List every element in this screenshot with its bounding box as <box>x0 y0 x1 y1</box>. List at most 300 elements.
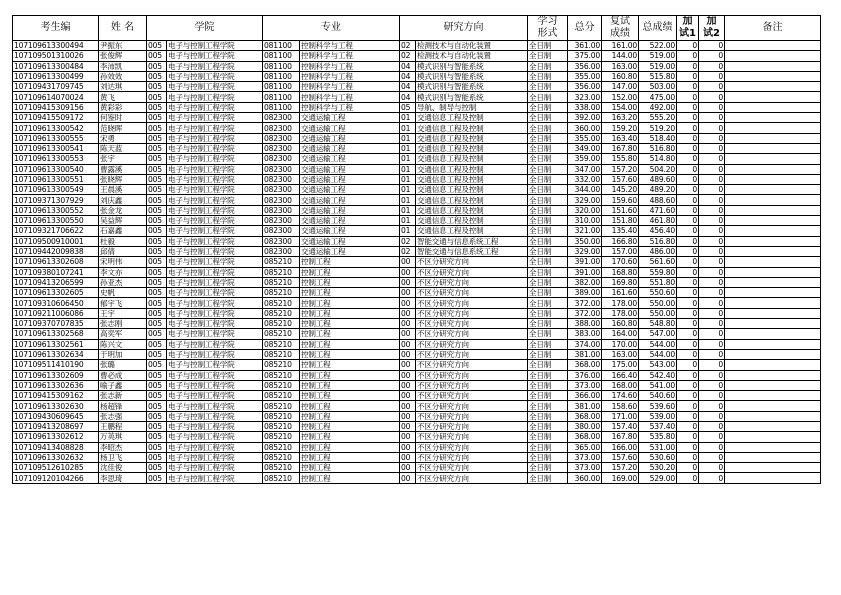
cell-major-code: 085210 <box>263 452 300 462</box>
cell-major-code: 082300 <box>263 133 300 143</box>
cell-college-code: 005 <box>147 411 167 421</box>
cell-retest-score: 158.60 <box>602 401 639 411</box>
cell-note <box>725 41 821 51</box>
table-row <box>13 257 821 267</box>
cell-college-name: 电子与控制工程学院 <box>167 339 263 349</box>
cell-bonus2: 0 <box>699 370 725 380</box>
cell-student-name: 喻子鑫 <box>99 380 147 390</box>
cell-college-name: 电子与控制工程学院 <box>167 463 263 473</box>
cell-college-code: 005 <box>147 113 167 123</box>
table-row <box>13 185 821 195</box>
cell-total-score: 356.00 <box>568 61 602 71</box>
cell-note <box>725 267 821 277</box>
cell-student-id: 107109370707835 <box>13 319 99 329</box>
cell-major-name: 交通运输工程 <box>300 246 400 256</box>
cell-direction-code: 00 <box>400 360 416 370</box>
cell-direction-code: 00 <box>400 463 416 473</box>
cell-college-code: 005 <box>147 41 167 51</box>
cell-student-name: 陈兴文 <box>99 339 147 349</box>
cell-final-score: 539.60 <box>639 401 677 411</box>
cell-direction-name: 不区分研究方向 <box>416 442 528 452</box>
cell-direction-code: 01 <box>400 164 416 174</box>
cell-major-code: 082300 <box>263 185 300 195</box>
cell-final-score: 486.00 <box>639 246 677 256</box>
table-row <box>13 267 821 277</box>
cell-bonus1: 0 <box>677 442 699 452</box>
header-study-form: 学习 形式 <box>528 16 568 41</box>
cell-direction-code: 00 <box>400 401 416 411</box>
header-direction: 研究方向 <box>400 16 528 41</box>
cell-note <box>725 401 821 411</box>
cell-major-name: 控制工程 <box>300 432 400 442</box>
cell-college-name: 电子与控制工程学院 <box>167 41 263 51</box>
cell-direction-name: 交通信息工程及控制 <box>416 205 528 215</box>
cell-retest-score: 145.20 <box>602 185 639 195</box>
cell-study-form: 全日制 <box>528 164 568 174</box>
cell-note <box>725 391 821 401</box>
cell-final-score: 489.20 <box>639 185 677 195</box>
cell-direction-name: 不区分研究方向 <box>416 401 528 411</box>
cell-major-name: 交通运输工程 <box>300 143 400 153</box>
cell-college-name: 电子与控制工程学院 <box>167 267 263 277</box>
cell-student-id: 107109413208697 <box>13 421 99 431</box>
cell-total-score: 389.00 <box>568 288 602 298</box>
cell-college-name: 电子与控制工程学院 <box>167 174 263 184</box>
table-row <box>13 288 821 298</box>
cell-bonus1: 0 <box>677 143 699 153</box>
cell-total-score: 368.00 <box>568 411 602 421</box>
table-row <box>13 195 821 205</box>
cell-direction-name: 交通信息工程及控制 <box>416 133 528 143</box>
cell-direction-code: 04 <box>400 82 416 92</box>
cell-total-score: 329.00 <box>568 246 602 256</box>
cell-direction-name: 检测技术与自动化装置 <box>416 41 528 51</box>
cell-direction-code: 02 <box>400 51 416 61</box>
cell-student-name: 孙亚杰 <box>99 277 147 287</box>
cell-study-form: 全日制 <box>528 391 568 401</box>
cell-note <box>725 92 821 102</box>
cell-student-name: 宋勇 <box>99 133 147 143</box>
cell-direction-name: 不区分研究方向 <box>416 391 528 401</box>
cell-study-form: 全日制 <box>528 71 568 81</box>
cell-college-code: 005 <box>147 226 167 236</box>
header-bonus1: 加 试1 <box>677 16 699 41</box>
cell-major-name: 控制工程 <box>300 277 400 287</box>
cell-bonus1: 0 <box>677 277 699 287</box>
cell-college-name: 电子与控制工程学院 <box>167 71 263 81</box>
cell-student-id: 107109613300542 <box>13 123 99 133</box>
cell-college-name: 电子与控制工程学院 <box>167 298 263 308</box>
cell-direction-code: 01 <box>400 113 416 123</box>
cell-student-name: 张晓辉 <box>99 174 147 184</box>
table-row <box>13 349 821 359</box>
cell-college-name: 电子与控制工程学院 <box>167 205 263 215</box>
cell-student-name: 张宇 <box>99 154 147 164</box>
cell-note <box>725 360 821 370</box>
cell-study-form: 全日制 <box>528 195 568 205</box>
cell-direction-name: 不区分研究方向 <box>416 421 528 431</box>
cell-college-name: 电子与控制工程学院 <box>167 195 263 205</box>
cell-total-score: 329.00 <box>568 195 602 205</box>
cell-bonus2: 0 <box>699 267 725 277</box>
cell-bonus2: 0 <box>699 421 725 431</box>
cell-retest-score: 163.00 <box>602 349 639 359</box>
cell-major-code: 085210 <box>263 298 300 308</box>
cell-final-score: 542.40 <box>639 370 677 380</box>
cell-total-score: 366.00 <box>568 391 602 401</box>
cell-direction-code: 00 <box>400 319 416 329</box>
cell-final-score: 519.00 <box>639 51 677 61</box>
cell-total-score: 361.00 <box>568 41 602 51</box>
cell-bonus2: 0 <box>699 452 725 462</box>
cell-total-score: 360.00 <box>568 473 602 483</box>
table-row <box>13 421 821 431</box>
cell-student-id: 107109430609645 <box>13 411 99 421</box>
cell-study-form: 全日制 <box>528 442 568 452</box>
cell-student-name: 李昭杰 <box>99 442 147 452</box>
table-row <box>13 339 821 349</box>
cell-direction-name: 检测技术与自动化装置 <box>416 51 528 61</box>
cell-bonus2: 0 <box>699 329 725 339</box>
cell-direction-name: 模式识别与智能系统 <box>416 71 528 81</box>
cell-note <box>725 123 821 133</box>
cell-study-form: 全日制 <box>528 92 568 102</box>
cell-study-form: 全日制 <box>528 113 568 123</box>
table-row <box>13 205 821 215</box>
table-row <box>13 391 821 401</box>
cell-student-name: 何鉴时 <box>99 113 147 123</box>
cell-college-name: 电子与控制工程学院 <box>167 246 263 256</box>
cell-direction-name: 交通信息工程及控制 <box>416 174 528 184</box>
cell-bonus1: 0 <box>677 246 699 256</box>
cell-major-name: 控制工程 <box>300 329 400 339</box>
cell-major-code: 082300 <box>263 246 300 256</box>
cell-retest-score: 161.60 <box>602 288 639 298</box>
cell-bonus2: 0 <box>699 463 725 473</box>
cell-total-score: 323.00 <box>568 92 602 102</box>
cell-study-form: 全日制 <box>528 349 568 359</box>
cell-retest-score: 175.00 <box>602 360 639 370</box>
cell-retest-score: 170.00 <box>602 339 639 349</box>
cell-student-name: 张金龙 <box>99 205 147 215</box>
cell-retest-score: 154.00 <box>602 102 639 112</box>
cell-total-score: 374.00 <box>568 339 602 349</box>
cell-direction-code: 01 <box>400 143 416 153</box>
cell-final-score: 550.00 <box>639 298 677 308</box>
cell-major-name: 控制工程 <box>300 463 400 473</box>
cell-note <box>725 195 821 205</box>
cell-note <box>725 308 821 318</box>
cell-bonus2: 0 <box>699 102 725 112</box>
table-row <box>13 411 821 421</box>
cell-direction-code: 01 <box>400 226 416 236</box>
cell-student-id: 107109211006086 <box>13 308 99 318</box>
table-row <box>13 473 821 483</box>
cell-retest-score: 152.00 <box>602 92 639 102</box>
cell-student-id: 107109613300549 <box>13 185 99 195</box>
cell-total-score: 350.00 <box>568 236 602 246</box>
cell-direction-code: 01 <box>400 154 416 164</box>
cell-bonus1: 0 <box>677 298 699 308</box>
cell-direction-name: 智能交通与信息系统工程 <box>416 246 528 256</box>
cell-direction-name: 不区分研究方向 <box>416 452 528 462</box>
cell-direction-code: 00 <box>400 267 416 277</box>
cell-bonus2: 0 <box>699 71 725 81</box>
cell-bonus1: 0 <box>677 391 699 401</box>
cell-note <box>725 452 821 462</box>
cell-study-form: 全日制 <box>528 277 568 287</box>
cell-final-score: 488.60 <box>639 195 677 205</box>
cell-bonus1: 0 <box>677 339 699 349</box>
cell-college-name: 电子与控制工程学院 <box>167 308 263 318</box>
header-name: 姓 名 <box>99 16 147 41</box>
cell-major-name: 控制科学与工程 <box>300 41 400 51</box>
cell-final-score: 540.60 <box>639 391 677 401</box>
cell-retest-score: 163.40 <box>602 133 639 143</box>
cell-student-name: 范晓晖 <box>99 123 147 133</box>
cell-final-score: 555.20 <box>639 113 677 123</box>
cell-study-form: 全日制 <box>528 216 568 226</box>
cell-retest-score: 166.00 <box>602 442 639 452</box>
cell-college-name: 电子与控制工程学院 <box>167 236 263 246</box>
cell-final-score: 559.80 <box>639 267 677 277</box>
cell-student-name: 孙效效 <box>99 71 147 81</box>
cell-retest-score: 174.60 <box>602 391 639 401</box>
cell-final-score: 515.80 <box>639 71 677 81</box>
cell-bonus1: 0 <box>677 164 699 174</box>
cell-direction-name: 不区分研究方向 <box>416 432 528 442</box>
cell-major-name: 控制工程 <box>300 421 400 431</box>
cell-bonus1: 0 <box>677 41 699 51</box>
cell-direction-name: 交通信息工程及控制 <box>416 185 528 195</box>
cell-student-id: 107109613302630 <box>13 401 99 411</box>
cell-major-name: 控制工程 <box>300 391 400 401</box>
cell-total-score: 321.00 <box>568 226 602 236</box>
cell-note <box>725 216 821 226</box>
cell-bonus2: 0 <box>699 473 725 483</box>
cell-direction-code: 00 <box>400 411 416 421</box>
cell-college-code: 005 <box>147 349 167 359</box>
cell-major-code: 082300 <box>263 164 300 174</box>
cell-direction-code: 01 <box>400 185 416 195</box>
cell-direction-name: 不区分研究方向 <box>416 360 528 370</box>
header-retest: 复试 成绩 <box>602 16 639 41</box>
cell-bonus2: 0 <box>699 360 725 370</box>
cell-bonus1: 0 <box>677 421 699 431</box>
table-row <box>13 463 821 473</box>
cell-total-score: 373.00 <box>568 380 602 390</box>
cell-bonus2: 0 <box>699 185 725 195</box>
cell-major-code: 085210 <box>263 411 300 421</box>
cell-college-name: 电子与控制工程学院 <box>167 380 263 390</box>
cell-college-code: 005 <box>147 236 167 246</box>
cell-direction-name: 不区分研究方向 <box>416 308 528 318</box>
cell-note <box>725 174 821 184</box>
header-note: 备注 <box>725 16 821 41</box>
cell-direction-code: 00 <box>400 257 416 267</box>
cell-major-name: 交通运输工程 <box>300 133 400 143</box>
cell-major-name: 交通运输工程 <box>300 236 400 246</box>
table-row <box>13 143 821 153</box>
cell-bonus1: 0 <box>677 195 699 205</box>
cell-retest-score: 157.40 <box>602 421 639 431</box>
cell-major-name: 交通运输工程 <box>300 226 400 236</box>
cell-final-score: 471.60 <box>639 205 677 215</box>
cell-study-form: 全日制 <box>528 463 568 473</box>
cell-direction-code: 00 <box>400 473 416 483</box>
cell-study-form: 全日制 <box>528 380 568 390</box>
cell-note <box>725 349 821 359</box>
cell-retest-score: 171.00 <box>602 411 639 421</box>
cell-major-name: 控制科学与工程 <box>300 92 400 102</box>
cell-college-name: 电子与控制工程学院 <box>167 113 263 123</box>
cell-bonus1: 0 <box>677 360 699 370</box>
cell-student-name: 张志强 <box>99 411 147 421</box>
cell-major-code: 082300 <box>263 143 300 153</box>
cell-major-name: 控制科学与工程 <box>300 61 400 71</box>
cell-bonus2: 0 <box>699 133 725 143</box>
cell-student-id: 107109613300494 <box>13 41 99 51</box>
cell-final-score: 548.80 <box>639 319 677 329</box>
cell-major-name: 控制工程 <box>300 380 400 390</box>
cell-bonus1: 0 <box>677 102 699 112</box>
cell-retest-score: 144.00 <box>602 51 639 61</box>
cell-total-score: 380.00 <box>568 421 602 431</box>
cell-college-name: 电子与控制工程学院 <box>167 349 263 359</box>
cell-study-form: 全日制 <box>528 360 568 370</box>
cell-student-name: 杨超锋 <box>99 401 147 411</box>
cell-college-code: 005 <box>147 339 167 349</box>
cell-retest-score: 157.60 <box>602 452 639 462</box>
cell-college-code: 005 <box>147 185 167 195</box>
cell-major-name: 交通运输工程 <box>300 164 400 174</box>
cell-bonus1: 0 <box>677 216 699 226</box>
cell-bonus2: 0 <box>699 123 725 133</box>
cell-college-name: 电子与控制工程学院 <box>167 216 263 226</box>
cell-total-score: 382.00 <box>568 277 602 287</box>
cell-final-score: 518.40 <box>639 133 677 143</box>
cell-student-name: 陈天蓝 <box>99 143 147 153</box>
cell-bonus2: 0 <box>699 195 725 205</box>
cell-major-code: 085210 <box>263 463 300 473</box>
cell-direction-code: 01 <box>400 216 416 226</box>
cell-retest-score: 157.00 <box>602 246 639 256</box>
cell-bonus2: 0 <box>699 349 725 359</box>
cell-note <box>725 82 821 92</box>
cell-student-name: 张俊辉 <box>99 51 147 61</box>
cell-college-code: 005 <box>147 319 167 329</box>
cell-direction-code: 00 <box>400 452 416 462</box>
cell-direction-name: 智能交通与信息系统工程 <box>416 236 528 246</box>
cell-note <box>725 133 821 143</box>
cell-college-code: 005 <box>147 71 167 81</box>
cell-final-score: 529.00 <box>639 473 677 483</box>
cell-bonus1: 0 <box>677 51 699 61</box>
cell-total-score: 373.00 <box>568 452 602 462</box>
cell-college-code: 005 <box>147 277 167 287</box>
admission-table <box>12 15 821 484</box>
cell-study-form: 全日制 <box>528 370 568 380</box>
cell-bonus1: 0 <box>677 288 699 298</box>
cell-bonus1: 0 <box>677 123 699 133</box>
cell-note <box>725 411 821 421</box>
cell-major-code: 085210 <box>263 432 300 442</box>
cell-bonus1: 0 <box>677 380 699 390</box>
table-row <box>13 102 821 112</box>
cell-student-id: 107109614070024 <box>13 92 99 102</box>
cell-note <box>725 61 821 71</box>
cell-college-code: 005 <box>147 246 167 256</box>
cell-major-code: 082300 <box>263 113 300 123</box>
table-row <box>13 41 821 51</box>
cell-major-code: 081100 <box>263 51 300 61</box>
cell-college-name: 电子与控制工程学院 <box>167 154 263 164</box>
cell-bonus2: 0 <box>699 288 725 298</box>
cell-direction-name: 不区分研究方向 <box>416 288 528 298</box>
cell-retest-score: 135.40 <box>602 226 639 236</box>
cell-student-name: 王晨溪 <box>99 185 147 195</box>
cell-student-name: 刘达琪 <box>99 82 147 92</box>
cell-major-code: 082300 <box>263 123 300 133</box>
cell-note <box>725 154 821 164</box>
cell-student-id: 107109613302634 <box>13 349 99 359</box>
cell-college-name: 电子与控制工程学院 <box>167 473 263 483</box>
cell-direction-code: 00 <box>400 298 416 308</box>
cell-study-form: 全日制 <box>528 174 568 184</box>
table-row <box>13 380 821 390</box>
cell-college-name: 电子与控制工程学院 <box>167 442 263 452</box>
cell-note <box>725 236 821 246</box>
cell-college-name: 电子与控制工程学院 <box>167 61 263 71</box>
cell-student-name: 张璐 <box>99 360 147 370</box>
cell-major-code: 082300 <box>263 174 300 184</box>
cell-major-code: 082300 <box>263 205 300 215</box>
cell-note <box>725 380 821 390</box>
cell-study-form: 全日制 <box>528 185 568 195</box>
cell-total-score: 320.00 <box>568 205 602 215</box>
cell-direction-name: 不区分研究方向 <box>416 277 528 287</box>
cell-final-score: 475.00 <box>639 92 677 102</box>
cell-direction-name: 交通信息工程及控制 <box>416 164 528 174</box>
cell-bonus2: 0 <box>699 298 725 308</box>
cell-college-name: 电子与控制工程学院 <box>167 82 263 92</box>
cell-student-name: 曹露溪 <box>99 164 147 174</box>
cell-direction-name: 不区分研究方向 <box>416 298 528 308</box>
cell-major-name: 交通运输工程 <box>300 205 400 215</box>
cell-major-code: 085210 <box>263 319 300 329</box>
cell-final-score: 519.20 <box>639 123 677 133</box>
table-row <box>13 360 821 370</box>
cell-major-code: 085210 <box>263 473 300 483</box>
cell-student-id: 107109613302636 <box>13 380 99 390</box>
cell-student-id: 107109500910001 <box>13 236 99 246</box>
cell-student-id: 107109120104266 <box>13 473 99 483</box>
cell-retest-score: 160.80 <box>602 319 639 329</box>
cell-student-id: 107109613300484 <box>13 61 99 71</box>
cell-student-name: 高奕军 <box>99 329 147 339</box>
cell-college-name: 电子与控制工程学院 <box>167 164 263 174</box>
cell-retest-score: 161.00 <box>602 41 639 51</box>
cell-retest-score: 157.20 <box>602 164 639 174</box>
cell-student-id: 107109613302609 <box>13 370 99 380</box>
cell-student-id: 107109415309156 <box>13 102 99 112</box>
cell-college-name: 电子与控制工程学院 <box>167 133 263 143</box>
cell-direction-name: 不区分研究方向 <box>416 473 528 483</box>
cell-major-code: 085210 <box>263 329 300 339</box>
cell-major-code: 085210 <box>263 277 300 287</box>
cell-student-id: 107109613302612 <box>13 432 99 442</box>
cell-retest-score: 159.60 <box>602 195 639 205</box>
